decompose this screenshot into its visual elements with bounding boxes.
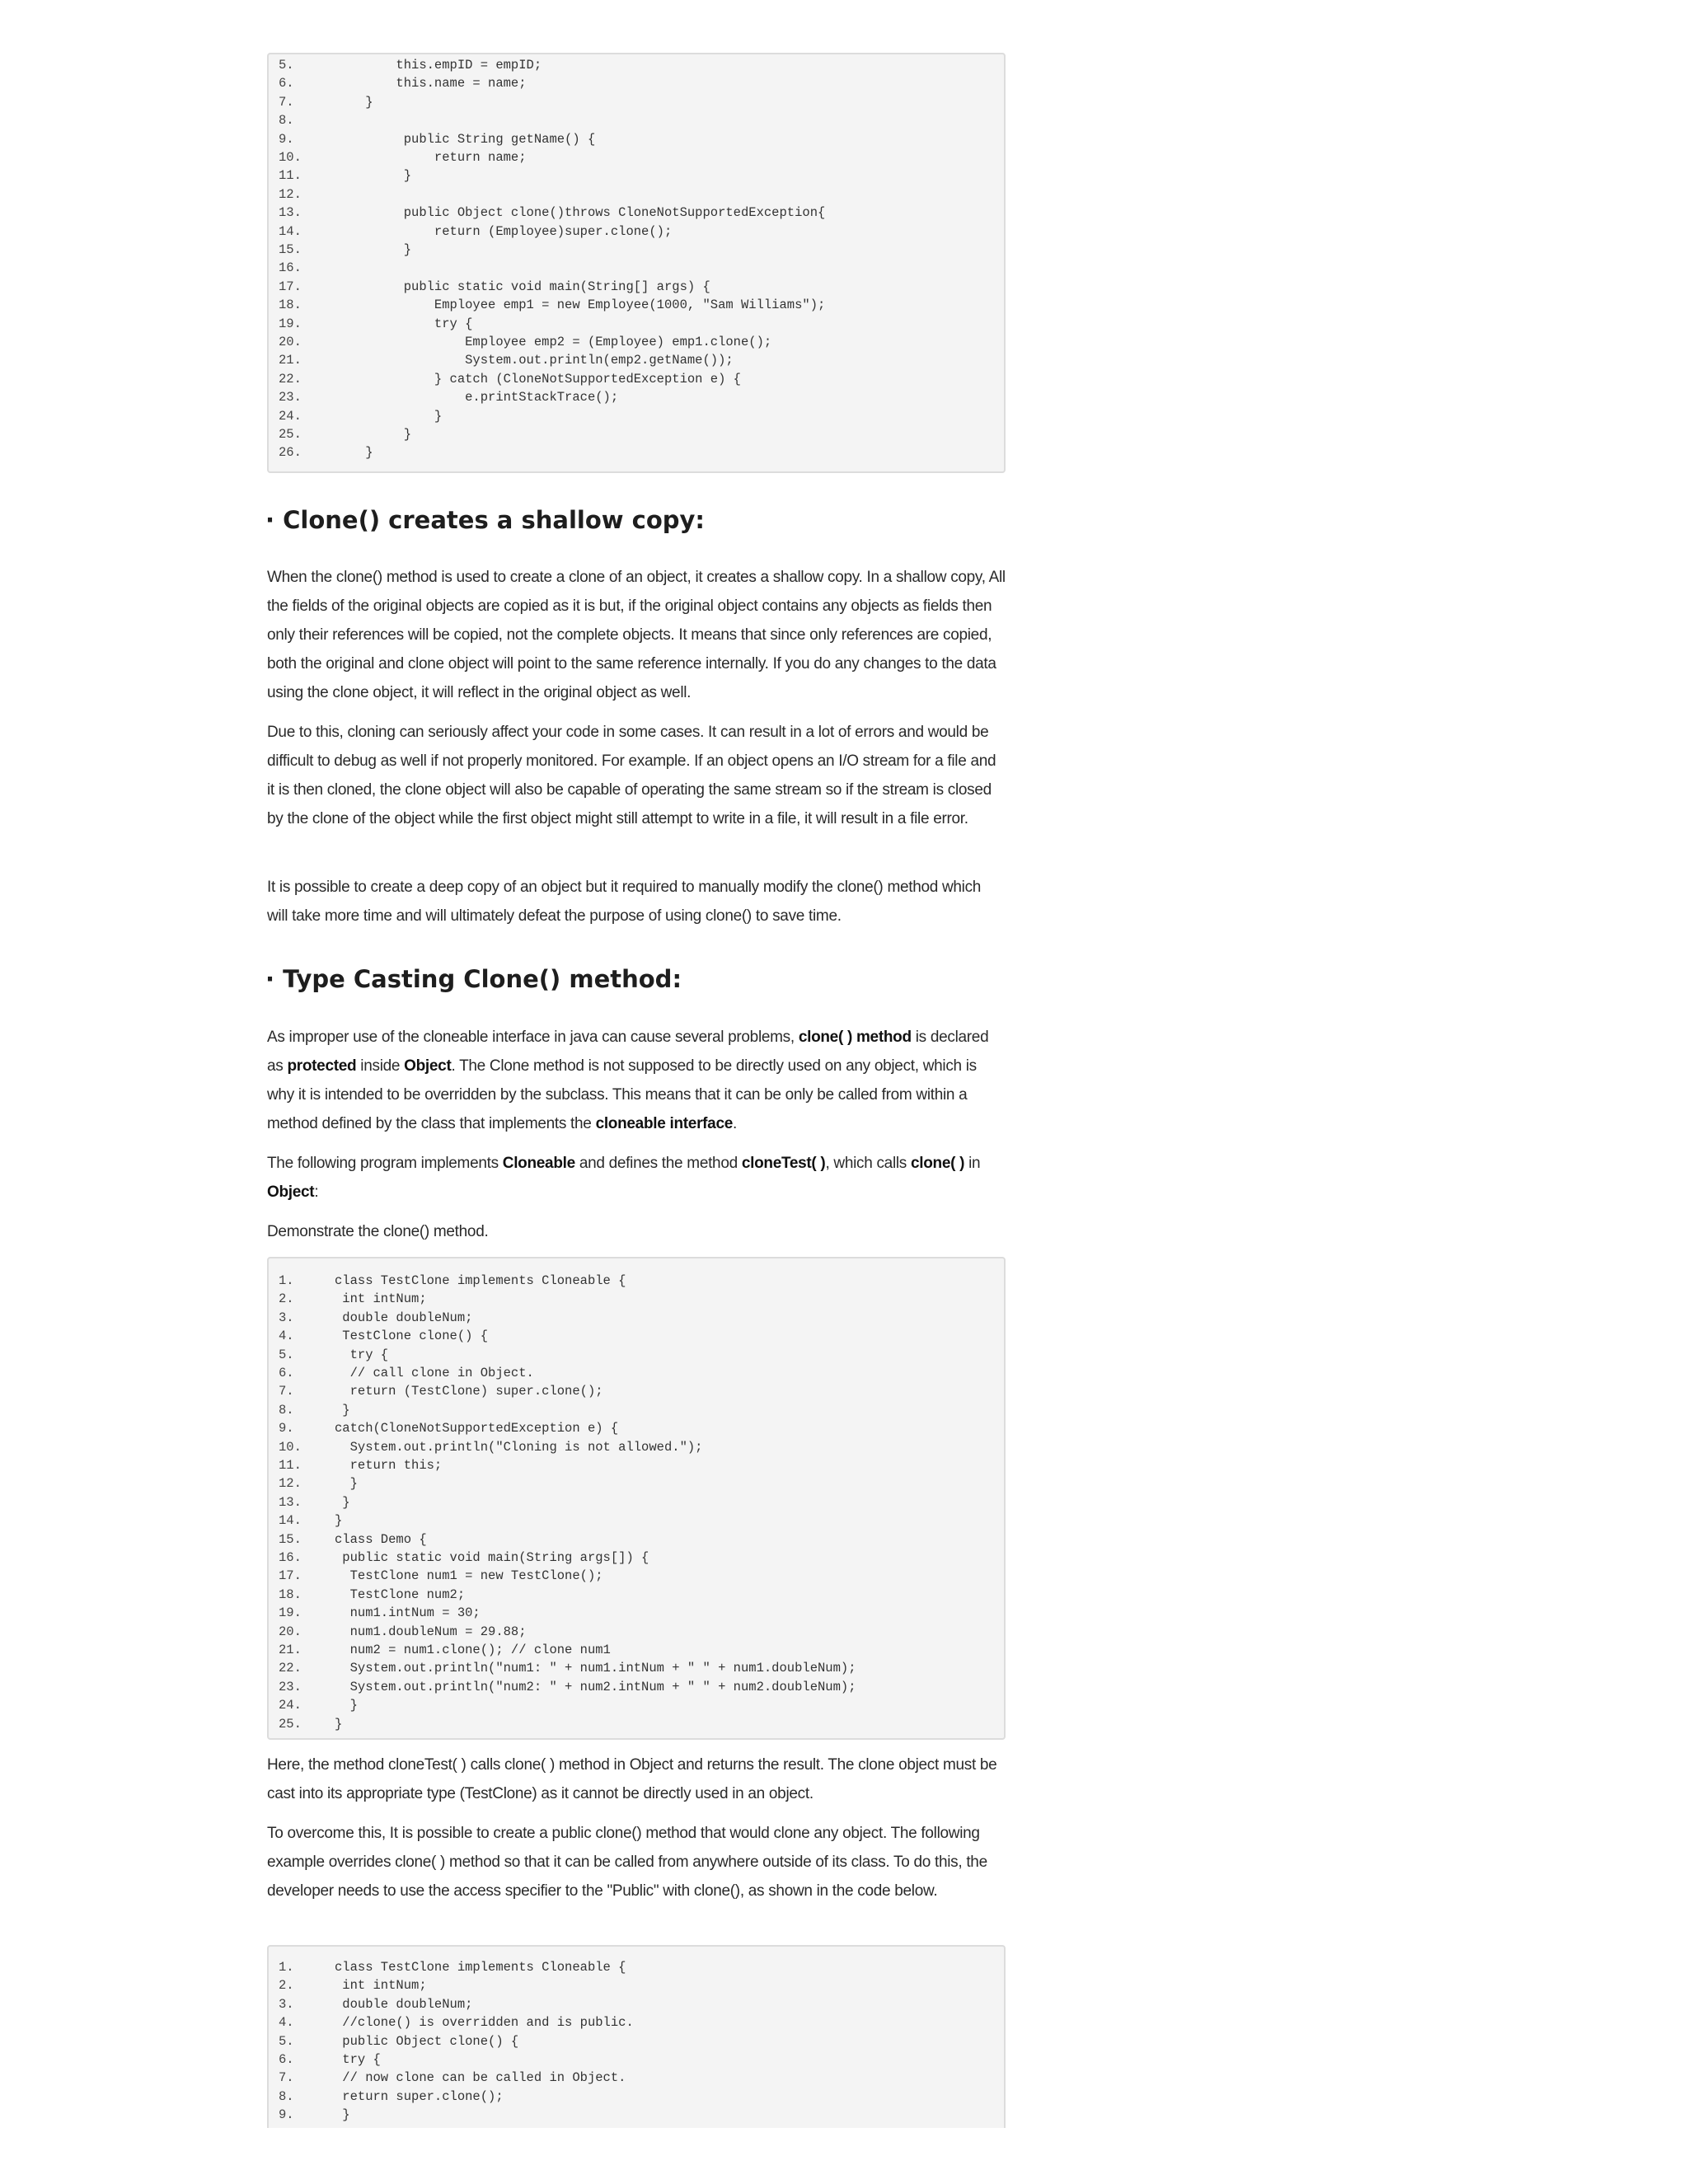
code-text: try { — [335, 2052, 381, 2067]
paragraph-shallow-copy-3: It is possible to create a deep copy of an object but it required to manually modify the clone() method which will take more time and will ultimately defeat the purpose of using clone() to save time. — [267, 879, 982, 925]
code-text: TestClone num1 = new TestClone(); — [335, 1568, 603, 1584]
code-text: // now clone can be called in Object. — [335, 2070, 626, 2086]
code-text: Employee emp1 = new Employee(1000, "Sam Williams"); — [335, 298, 826, 313]
code-text: try { — [335, 316, 473, 331]
code-line — [269, 241, 1004, 259]
line-number: 22. — [279, 371, 302, 387]
code-text: } — [335, 427, 412, 442]
code-line — [269, 1419, 1004, 1437]
line-number: 23. — [279, 390, 302, 405]
code-text: } — [335, 1402, 350, 1418]
code-line — [269, 1511, 1004, 1530]
line-number: 23. — [279, 1679, 302, 1694]
line-number: 19. — [279, 316, 302, 331]
code-line — [269, 1659, 1004, 1677]
code-text: // call clone in Object. — [335, 1366, 534, 1380]
code-block-public-clone — [267, 1945, 1006, 2128]
code-line — [269, 2013, 1004, 2032]
code-text: System.out.println("num1: " + num1.intNum + " " + num1.doubleNum); — [335, 1661, 856, 1676]
code-text: class Demo { — [335, 1531, 427, 1547]
code-line — [269, 2069, 1004, 2087]
line-number: 6. — [279, 76, 294, 91]
line-number: 16. — [279, 1550, 302, 1565]
code-text: num2 = num1.clone(); // clone num1 — [335, 1643, 611, 1657]
code-text: this.empID = empID; — [335, 58, 542, 73]
line-number: 19. — [279, 1605, 302, 1621]
code-line — [269, 1401, 1004, 1419]
line-number: 18. — [279, 298, 302, 313]
code-text: return super.clone(); — [335, 2088, 504, 2104]
code-line — [269, 1346, 1004, 1364]
line-number: 9. — [279, 1421, 294, 1436]
heading-shallow-copy: · Clone() creates a shallow copy: — [265, 506, 706, 534]
line-number: 9. — [279, 2107, 294, 2123]
code-line — [269, 1456, 1004, 1474]
code-text: } — [335, 2107, 350, 2123]
code-line — [269, 1272, 1004, 1290]
line-number: 17. — [279, 279, 302, 294]
code-text: num1.doubleNum = 29.88; — [335, 1624, 527, 1639]
code-line — [269, 1567, 1004, 1585]
line-number: 14. — [279, 223, 302, 239]
code-line — [269, 259, 1004, 277]
line-number: 26. — [279, 445, 302, 461]
code-line — [269, 2032, 1004, 2050]
line-number: 21. — [279, 353, 302, 368]
code-text: double doubleNum; — [335, 1310, 473, 1325]
code-line — [269, 370, 1004, 388]
code-line — [269, 1715, 1004, 1733]
line-number: 12. — [279, 186, 302, 202]
code-text: int intNum; — [335, 1978, 427, 1994]
code-text: } catch (CloneNotSupportedException e) { — [335, 371, 741, 387]
code-line — [269, 2106, 1004, 2124]
line-number: 5. — [279, 58, 294, 73]
line-number: 22. — [279, 1661, 302, 1676]
line-number: 7. — [279, 1384, 294, 1399]
code-text: Employee emp2 = (Employee) emp1.clone(); — [335, 335, 772, 349]
line-number: 4. — [279, 2015, 294, 2031]
code-text: } — [335, 94, 373, 110]
paragraph-demonstrate: Demonstrate the clone() method. — [267, 1223, 489, 1240]
code-line — [269, 1438, 1004, 1456]
line-number: 7. — [279, 94, 294, 110]
line-number: 12. — [279, 1476, 302, 1492]
code-text: TestClone clone() { — [335, 1329, 489, 1344]
line-number: 3. — [279, 1310, 294, 1325]
code-text: double doubleNum; — [335, 1996, 473, 2012]
code-text: public String getName() { — [335, 131, 596, 147]
code-line — [269, 204, 1004, 222]
code-line — [269, 1995, 1004, 2013]
heading-type-casting: · Type Casting Clone() method: — [265, 965, 682, 993]
code-line — [269, 1696, 1004, 1714]
code-text: //clone() is overridden and is public. — [335, 2015, 634, 2031]
code-line — [269, 1530, 1004, 1549]
code-text: e.printStackTrace(); — [335, 390, 619, 405]
line-number: 14. — [279, 1513, 302, 1529]
code-text: } — [335, 242, 412, 257]
line-number: 11. — [279, 168, 302, 184]
line-number: 15. — [279, 242, 302, 257]
code-text: return (TestClone) super.clone(); — [335, 1384, 603, 1399]
code-line — [269, 111, 1004, 129]
code-line — [269, 1586, 1004, 1604]
code-text: TestClone num2; — [335, 1586, 466, 1602]
line-number: 16. — [279, 260, 302, 276]
code-line — [269, 74, 1004, 92]
code-text: return this; — [335, 1458, 443, 1473]
line-number: 6. — [279, 1366, 294, 1380]
line-number: 5. — [279, 2033, 294, 2049]
code-line — [269, 333, 1004, 351]
code-text: } — [335, 1698, 358, 1713]
code-line — [269, 1641, 1004, 1659]
line-number: 6. — [279, 2052, 294, 2067]
code-text: } — [335, 445, 373, 461]
code-line — [269, 1678, 1004, 1696]
line-number: 3. — [279, 1996, 294, 2012]
code-text: } — [335, 1476, 358, 1492]
paragraph-type-casting-2: The following program implements Cloneable and defines the method cloneTest( ), which calls clone( ) in Object: — [267, 1155, 981, 1201]
code-line — [269, 407, 1004, 425]
code-text: } — [335, 408, 443, 424]
code-line — [269, 1958, 1004, 1976]
line-number: 4. — [279, 1329, 294, 1344]
code-line — [269, 93, 1004, 111]
line-number: 25. — [279, 427, 302, 442]
line-number: 20. — [279, 1624, 302, 1639]
code-text: public static void main(String[] args) { — [335, 279, 710, 294]
code-line — [269, 1382, 1004, 1400]
code-text: System.out.println("Cloning is not allowed."); — [335, 1439, 703, 1455]
line-number: 1. — [279, 1273, 294, 1288]
line-number: 9. — [279, 131, 294, 147]
code-text: num1.intNum = 30; — [335, 1605, 481, 1621]
code-block-testclone — [267, 1257, 1006, 1740]
code-text: } — [335, 1716, 343, 1732]
code-line — [269, 223, 1004, 241]
code-text: } — [335, 168, 412, 184]
line-number: 10. — [279, 150, 302, 165]
paragraph-shallow-copy-2: Due to this, cloning can seriously affect your code in some cases. It can result in a lot of errors and would be difficult to debug as well if not properly monitored. For example. If an object opens an I/O stream for a file and it is then cloned, the clone object will also be capable of operating the same stream so if the stream is closed by the clone of the object while the first object might still attempt to write in a file, it will result in a file error. — [267, 724, 996, 827]
line-number: 2. — [279, 1291, 294, 1307]
code-line — [269, 1604, 1004, 1622]
code-line — [269, 351, 1004, 369]
code-text: public Object clone() { — [335, 2033, 519, 2049]
code-text: class TestClone implements Cloneable { — [335, 1960, 626, 1975]
code-line — [269, 1327, 1004, 1345]
code-text: } — [335, 1494, 350, 1510]
code-text: int intNum; — [335, 1291, 427, 1307]
code-line — [269, 148, 1004, 166]
code-line — [269, 166, 1004, 185]
line-number: 8. — [279, 2088, 294, 2104]
code-line — [269, 1474, 1004, 1493]
code-line — [269, 443, 1004, 462]
line-number: 10. — [279, 1439, 302, 1455]
code-text: this.name = name; — [335, 76, 527, 91]
code-line — [269, 425, 1004, 443]
code-text: public Object clone()throws CloneNotSupportedException{ — [335, 205, 826, 221]
line-number: 13. — [279, 205, 302, 221]
code-line — [269, 1309, 1004, 1327]
line-number: 13. — [279, 1494, 302, 1510]
paragraph-clonetest-explained: Here, the method cloneTest( ) calls clone( ) method in Object and returns the result. The clone object must be cast into its appropriate type (TestClone) as it cannot be directly used in an object. — [267, 1756, 997, 1802]
line-number: 25. — [279, 1716, 302, 1732]
line-number: 24. — [279, 1698, 302, 1713]
line-number: 8. — [279, 113, 294, 129]
code-line — [269, 315, 1004, 333]
code-text: catch(CloneNotSupportedException e) { — [335, 1421, 619, 1436]
code-line — [269, 388, 1004, 406]
line-number: 18. — [279, 1586, 302, 1602]
line-number: 24. — [279, 408, 302, 424]
code-line — [269, 2050, 1004, 2069]
line-number: 20. — [279, 335, 302, 349]
code-line — [269, 278, 1004, 296]
paragraph-type-casting-1: As improper use of the cloneable interface in java can cause several problems, clone( ) method is declared as protected inside Object. The Clone method is not supposed to be directly used on any object, which is why it is intended to be overridden by the subclass. This means that it can be only be called from within a method defined by the class that implements the cloneable interface. — [267, 1029, 989, 1132]
line-number: 2. — [279, 1978, 294, 1994]
line-number: 7. — [279, 2070, 294, 2086]
code-line — [269, 1364, 1004, 1382]
paragraph-shallow-copy-1: When the clone() method is used to create a clone of an object, it creates a shallow copy. In a shallow copy, All the fields of the original objects are copied as it is but, if the original object contains any objects as fields then only their references will be copied, not the complete objects. It means that since only references are copied, both the original and clone object will point to the same reference internally. If you do any changes to the data using the clone object, it will reflect in the original object as well. — [267, 569, 1006, 701]
code-text: class TestClone implements Cloneable { — [335, 1273, 626, 1288]
line-number: 15. — [279, 1531, 302, 1547]
line-number: 1. — [279, 1960, 294, 1975]
paragraph-public-clone: To overcome this, It is possible to create a public clone() method that would clone any object. The following example overrides clone( ) method so that it can be called from anywhere outside of its class. To do this, the developer needs to use the access specifier to the "Public" with clone(), as shown in the code below. — [267, 1825, 987, 1900]
code-text: } — [335, 1513, 343, 1529]
code-block-employee — [267, 53, 1006, 473]
line-number: 21. — [279, 1643, 302, 1657]
code-line — [269, 1976, 1004, 1994]
code-text: return name; — [335, 150, 527, 165]
code-text: System.out.println("num2: " + num2.intNum + " " + num2.doubleNum); — [335, 1679, 856, 1694]
code-text: public static void main(String args[]) { — [335, 1550, 649, 1565]
code-text: return (Employee)super.clone(); — [335, 223, 673, 239]
line-number: 11. — [279, 1458, 302, 1473]
code-text: try { — [335, 1347, 389, 1362]
line-number: 17. — [279, 1568, 302, 1584]
code-line — [269, 1290, 1004, 1308]
code-line — [269, 185, 1004, 204]
code-line — [269, 1493, 1004, 1511]
code-line — [269, 1549, 1004, 1567]
code-text: System.out.println(emp2.getName()); — [335, 353, 734, 368]
line-number: 5. — [279, 1347, 294, 1362]
code-line — [269, 2088, 1004, 2106]
code-line — [269, 56, 1004, 74]
code-line — [269, 1623, 1004, 1641]
code-line — [269, 130, 1004, 148]
code-line — [269, 296, 1004, 314]
line-number: 8. — [279, 1402, 294, 1418]
